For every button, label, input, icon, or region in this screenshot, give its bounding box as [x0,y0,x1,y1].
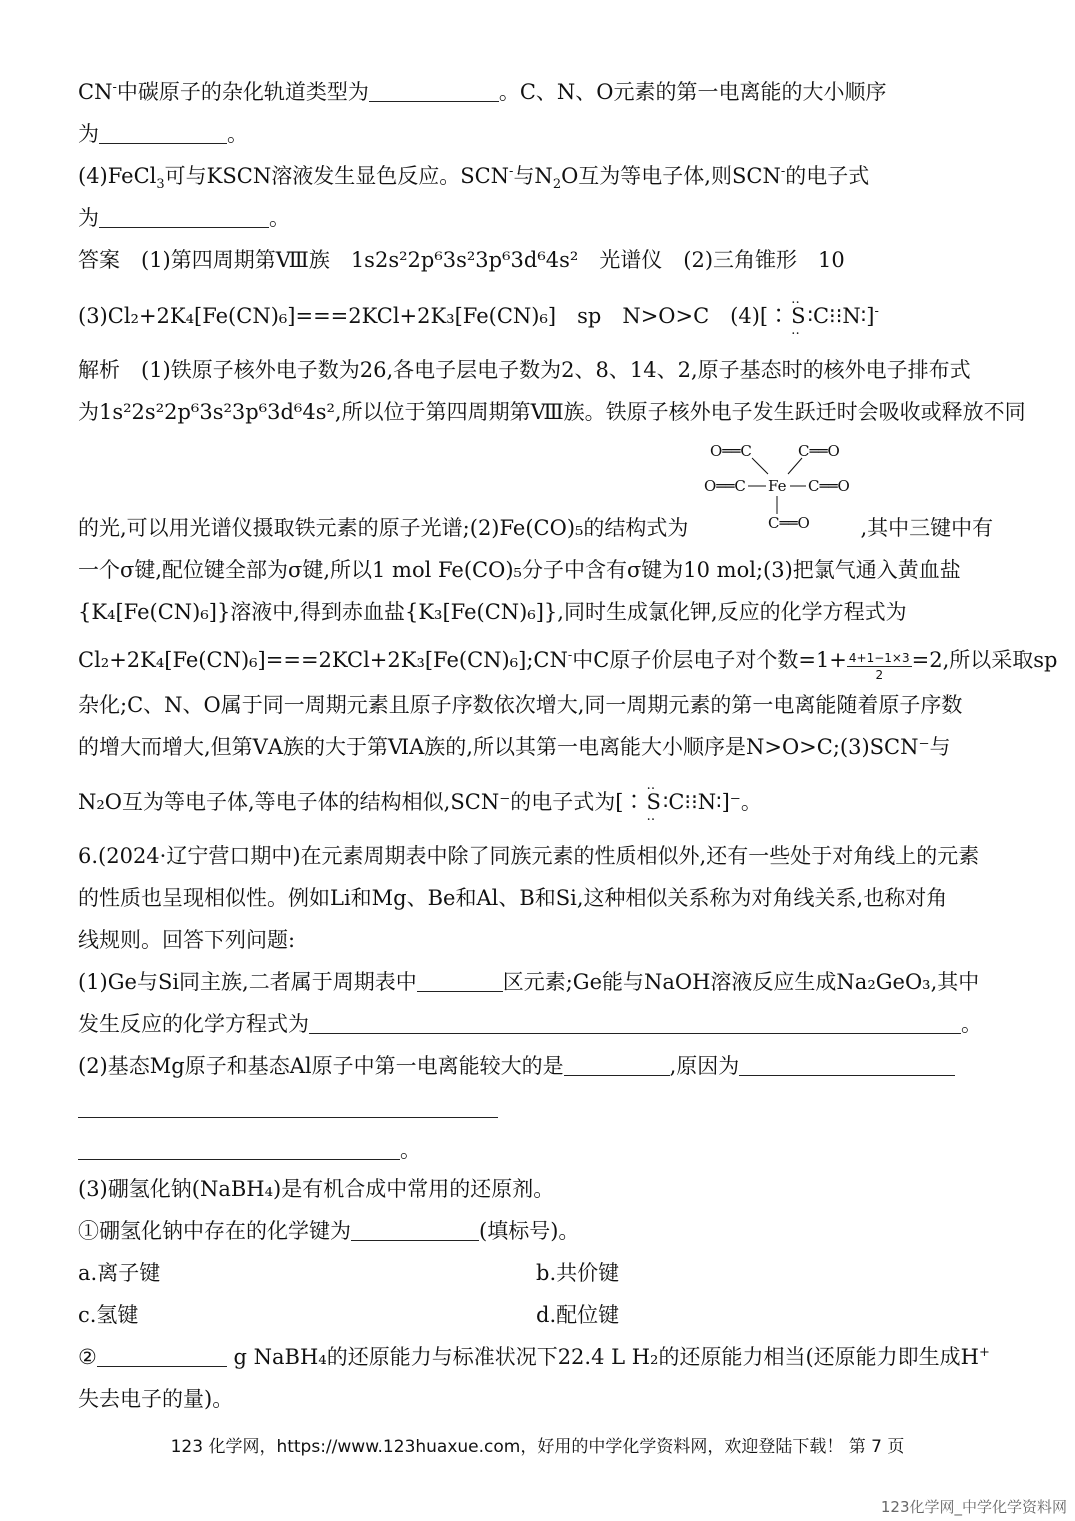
superscript: - [780,164,786,179]
text: (1)第四周期第Ⅷ族 1s [141,248,375,272]
triple-dots: ⁝⁝ [829,304,843,328]
text: ② [78,1345,97,1369]
nitrogen-atom: N [697,790,717,814]
answer-blank[interactable] [309,1013,961,1034]
answer-blank[interactable] [99,207,269,228]
text: (2)基态Mg原子和基态Al原子中第一电离能较大的是 [78,1054,564,1078]
answer-blank[interactable] [564,1055,670,1076]
text: ①硼氢化钠中存在的化学键为 [78,1219,351,1243]
text: 。 [227,122,248,146]
text: c.氢键 [78,1303,139,1327]
text: ,其中三键中有 [860,516,994,540]
explain-line-9 [78,789,762,815]
page-footer: 123 化学网，https://www.123huaxue.com，好用的中学化学资料网，欢迎登陆下载！ 第 7 页 [170,1437,905,1457]
text: (3)硼氢化钠(NaBH₄)是有机合成中常用的还原剂。 [78,1177,555,1201]
q6-line-6 [78,1053,955,1079]
text: ,原因为 [669,1054,740,1078]
text: (填标号)。 [479,1219,580,1243]
q6-line-7 [78,1095,498,1121]
answer-line-1 [78,247,845,273]
text: 光谱仪 (2)三角锥形 10 [599,248,845,272]
co-bottom: C══O [768,514,810,532]
bond-arrow [752,458,768,474]
text: 发生反应的化学方程式为 [78,1012,309,1036]
colon: ∶ [768,304,790,328]
electron-config: 2s²2p⁶3s²3p⁶3d⁶4s² [374,248,579,272]
text: 的性质也呈现相似性。例如Li和Mg、Be和Al、B和Si,这种相似关系称为对角线关系,也称对角 [78,886,948,910]
colon: ∶ [623,790,645,814]
line-2 [78,121,248,147]
text: 线规则。回答下列问题: [78,928,296,952]
q6-line-10 [78,1218,579,1244]
text: (3)Cl₂+2K₄[Fe(CN)₆]===2KCl+2K₃[Fe(CN)₆] sp N>O>C (4)[ [78,304,769,328]
superscript: + [978,1345,990,1360]
text: 。 [961,1012,982,1036]
option-d [536,1302,619,1328]
text: 区元素;Ge能与NaOH溶液反应生成Na₂GeO₃,其中 [502,970,980,994]
co-top-left: O══C [710,442,752,460]
option-c [78,1302,138,1328]
q6-line-5 [78,1011,982,1037]
answer-blank[interactable] [351,1220,479,1241]
text: O互为等电子体,则SCN [561,164,781,188]
text: =2,所以采取sp [911,648,1058,672]
text: (1)Ge与Si同主族,二者属于周期表中 [78,970,417,994]
q6-line-2 [78,885,947,911]
q6-line-14 [78,1386,233,1412]
answer-blank[interactable] [739,1055,955,1076]
text: d.配位键 [536,1303,620,1327]
explain-line-7 [78,692,962,718]
colon: ∶ [716,790,722,814]
explain-label: 解析 [78,358,120,382]
text: 可与KSCN溶液发生显色反应。SCN [164,164,510,188]
carbon-atom: C [812,304,830,328]
answer-blank[interactable] [369,81,499,102]
fe-atom: Fe [768,477,787,495]
line-3 [78,163,870,193]
explain-line-2 [78,399,1026,425]
explain-line-5 [78,599,907,625]
explain-line-1 [78,357,971,383]
text: ] [866,304,875,328]
text: 与N [513,164,553,188]
text: 为1s²2s²2p⁶3s²3p⁶3d⁶4s²,所以位于第四周期第Ⅷ族。铁原子核外电子发生跃迁时会吸收或释放不同 [78,400,1026,424]
text: {K₄[Fe(CN)₆]}溶液中,得到赤血盐{K₃[Fe(CN)₆]},同时生成氯化钾,反应的化学方程式为 [78,600,907,624]
sulfur-atom: ‥ S ‥ [789,303,807,329]
text: 杂化;C、N、O属于同一周期元素且原子序数依次增大,同一周期元素的第一电离能随着原子序数 [78,693,963,717]
q6-line-8 [78,1137,421,1163]
fraction [847,650,912,683]
text: 一个σ键,配位键全部为σ键,所以1 mol Fe(CO)₅分子中含有σ键为10 mol;(3)把氯气通入黄血盐 [78,558,961,582]
text: g NaBH₄的还原能力与标准状况下22.4 L H₂的还原能力相当(还原能力即生成H [233,1345,979,1369]
bond-arrow [788,458,802,474]
text: (1)铁原子核外电子数为26,各电子层电子数为2、8、14、2,原子基态时的核外电子排布式 [141,358,971,382]
option-a [78,1260,160,1286]
co-top-right: C══O [798,442,840,460]
answer-blank[interactable] [78,1097,498,1118]
colon: ∶ [662,790,669,814]
subscript: 2 [552,177,562,193]
explain-line-8 [78,734,951,760]
text: ]⁻。 [721,790,762,814]
superscript: - [567,648,573,663]
text: b.共价键 [536,1261,620,1285]
answer-blank[interactable] [417,971,503,992]
text: 6.(2024·辽宁营口期中)在元素周期表中除了同族元素的性质相似外,还有一些处于对角线上的元素 [78,844,980,868]
text: N₂O互为等电子体,等电子体的结构相似,SCN⁻的电子式为[ [78,790,624,814]
watermark: 123化学网_中学化学资料网 [880,1498,1067,1516]
text: 。 [269,206,290,230]
option-b [536,1260,619,1286]
superscript: - [509,164,514,179]
co-right: C══O [808,477,850,495]
fraction-denominator: 2 [875,668,884,682]
text: CN [78,80,113,104]
colon: ∶ [860,304,867,328]
text: 。 [400,1138,421,1162]
line-1 [78,79,887,105]
answer-line-2 [78,303,879,329]
q6-line-3 [78,927,295,953]
text: 的光,可以用光谱仪摄取铁元素的原子光谱;(2)Fe(CO)₅的结构式为 [78,516,689,540]
superscript: - [112,80,117,95]
answer-label: 答案 [78,248,120,272]
answer-blank[interactable] [78,1139,400,1160]
colon: ∶ [807,304,813,328]
explain-line-3 [78,515,993,541]
text: 为 [78,206,99,230]
subscript: 3 [156,177,165,193]
line-4 [78,205,290,231]
superscript: - [874,304,879,319]
text: 。C、N、O元素的第一电离能的大小顺序 [498,80,887,104]
text: 的电子式 [785,164,870,188]
carbon-atom: C [668,790,685,814]
co-left: O══C [704,477,746,495]
q6-line-1 [78,843,979,869]
text: 中碳原子的杂化轨道类型为 [116,80,369,104]
fraction-numerator: 4+1−1×3 [848,651,910,665]
nitrogen-atom: N [842,304,861,328]
text: 为 [78,122,99,146]
triple-dots: ⁝⁝ [684,790,698,814]
explain-line-6 [78,647,1057,683]
q6-line-9 [78,1176,554,1202]
answer-blank[interactable] [97,1346,227,1367]
q6-line-13 [78,1344,990,1370]
text: (4)FeCl [78,164,157,188]
answer-blank[interactable] [99,123,227,144]
explain-line-4 [78,557,961,583]
text: 中C原子价层电子对个数=1+ [572,648,847,672]
text: 的增大而增大,但第ⅤA族的大于第ⅥA族的,所以其第一电离能大小顺序是N>O>C;(3)SCN⁻与 [78,735,951,759]
text: Cl₂+2K₄[Fe(CN)₆]===2KCl+2K₃[Fe(CN)₆];CN [78,648,568,672]
text: a.离子键 [78,1261,161,1285]
text: 失去电子的量)。 [78,1387,234,1411]
q6-line-4 [78,969,979,995]
sulfur-atom: ‥ S ‥ [644,789,662,815]
